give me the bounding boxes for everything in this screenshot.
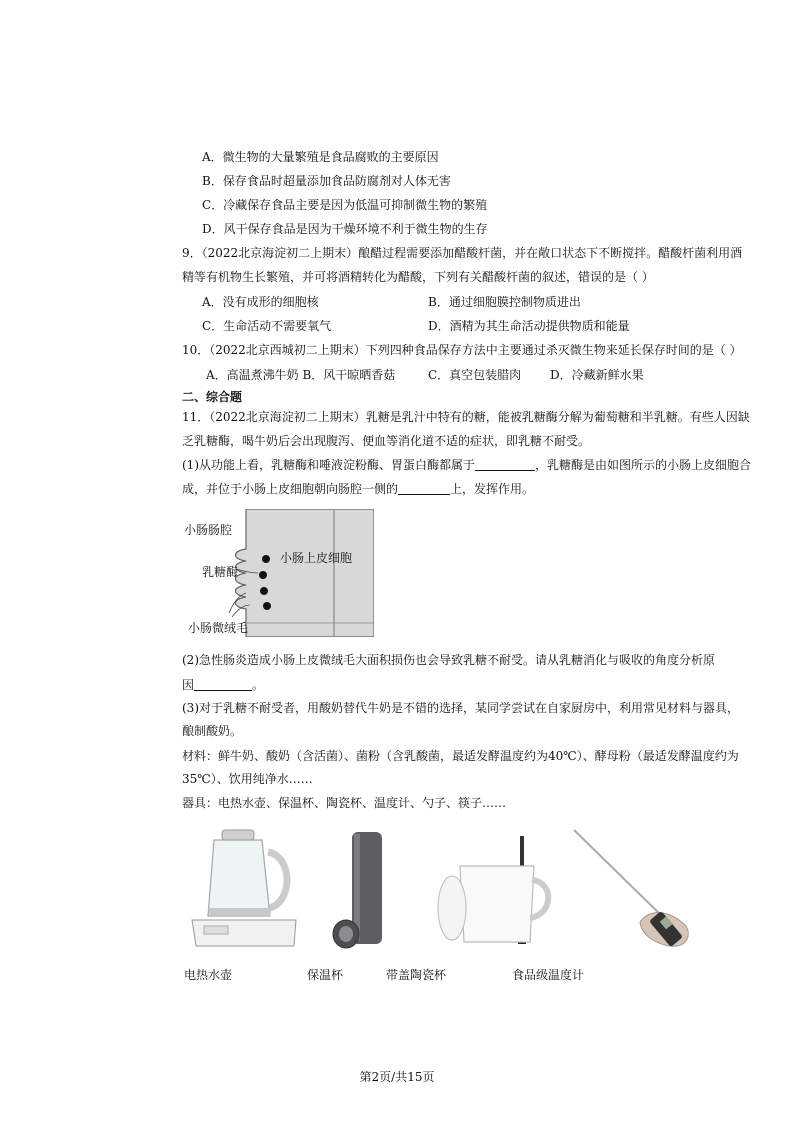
ceramic-mug-icon [430,832,560,950]
q11-part3-line2: 酿制酸奶。 [182,724,243,738]
thermometer-image [570,826,702,952]
q11-part1-text-d: 上，发挥作用。 [450,482,535,496]
q11-stem-line2: 乏乳糖酶，喝牛奶后会出现腹泻、便血等消化道不适的症状，即乳糖不耐受。 [182,434,591,448]
q11-stem-line1: 11．（2022北京海淀初二上期末）乳糖是乳汁中特有的糖，能被乳糖酶分解为葡萄糖和半乳糖。有些人因缺 [182,410,750,424]
caption-kettle: 电热水壶 [184,968,233,982]
q11-part2-line2 [182,676,264,694]
caption-thermometer: 食品级温度计 [512,968,585,982]
answer-blank-1[interactable] [475,458,535,471]
thermos-image [330,830,390,952]
villi-figure [184,509,374,637]
q10-stem: 10．（2022北京西城初二上期末）下列四种食品保存方法中主要通过杀灭微生物来延长保存时间的是（ ） [182,343,742,357]
q10-option-d: D．冷藏新鲜水果 [550,368,644,382]
q8-option-b: B．保存食品时超量添加食品防腐剂对人体无害 [202,174,451,188]
q11-part1-line1 [182,456,751,474]
electric-kettle-icon [190,828,300,950]
q11-part1-text-a: (1)从功能上看，乳糖酶和唾液淀粉酶、胃蛋白酶都属于 [182,458,476,472]
materials-line2: 35℃）、饮用纯净水…… [182,772,313,786]
materials-line1: 材料：鲜牛奶、酸奶（含活菌）、菌粉（含乳酸菌，最适发酵温度约为40℃）、酵母粉（最适发酵温度约为 [182,749,739,763]
q11-part2-text-c: 。 [252,678,265,692]
q8-option-c: C．冷藏保存食品主要是因为低温可抑制微生物的繁殖 [202,198,488,212]
mug-image [430,832,560,950]
q11-part1-text-b: ，乳糖酶是由如图所示的小肠上皮细胞合 [535,458,752,472]
kettle-image [190,828,300,950]
answer-blank-2[interactable] [398,482,450,495]
q11-part1-text-c: 成，并位于小肠上皮细胞朝向肠腔一侧的 [182,482,399,496]
q8-option-d: D．风干保存食品是因为干燥环境不利于微生物的生存 [202,222,488,236]
label-intestinal-lumen: 小肠肠腔 [184,523,233,537]
q10-option-c: C．真空包装腊肉 [428,368,522,382]
page-number: 第2页/共15页 [359,1070,435,1084]
q11-part1-line2 [182,480,534,498]
q9-option-b: B．通过细胞膜控制物质进出 [428,295,581,309]
food-thermometer-icon [570,826,702,952]
section-heading: 二、综合题 [182,390,243,404]
q11-part3-line1: (3)对于乳糖不耐受者，用酸奶替代牛奶是不错的选择，某同学尝试在自家厨房中，利用常见材料与器具， [182,701,740,715]
tools-line: 器具：电热水壶、保温杯、陶瓷杯、温度计、勺子、筷子…… [182,796,507,810]
label-microvilli: 小肠微绒毛 [188,621,249,635]
q9-stem-line2: 精等有机物生长繁殖，并可将酒精转化为醋酸，下列有关醋酸杆菌的叙述，错误的是（ ） [182,270,654,284]
q8-option-a: A．微生物的大量繁殖是食品腐败的主要原因 [202,150,439,164]
answer-blank-3[interactable] [194,678,252,691]
label-lactase: 乳糖酶 [202,565,239,579]
q11-part2-line1: (2)急性肠炎造成小肠上皮微绒毛大面积损伤也会导致乳糖不耐受。请从乳糖消化与吸收的角度分析原 [182,653,716,667]
q9-option-c: C．生命活动不需要氧气 [202,319,332,333]
q9-stem-line1: 9．（2022北京海淀初二上期末）酿醋过程需要添加醋酸杆菌，并在敞口状态下不断搅拌。醋酸杆菌利用酒 [182,246,743,260]
q9-option-a: A．没有成形的细胞核 [202,295,319,309]
caption-thermos: 保温杯 [307,968,344,982]
q10-option-ab: A．高温煮沸牛奶 B．风干晾晒香菇 [206,368,396,382]
q9-option-d: D．酒精为其生命活动提供物质和能量 [428,319,630,333]
q11-part2-text-b: 因 [182,678,195,692]
label-epithelial-cell: 小肠上皮细胞 [280,551,353,565]
caption-mug: 带盖陶瓷杯 [386,968,447,982]
thermos-cup-icon [330,830,390,952]
